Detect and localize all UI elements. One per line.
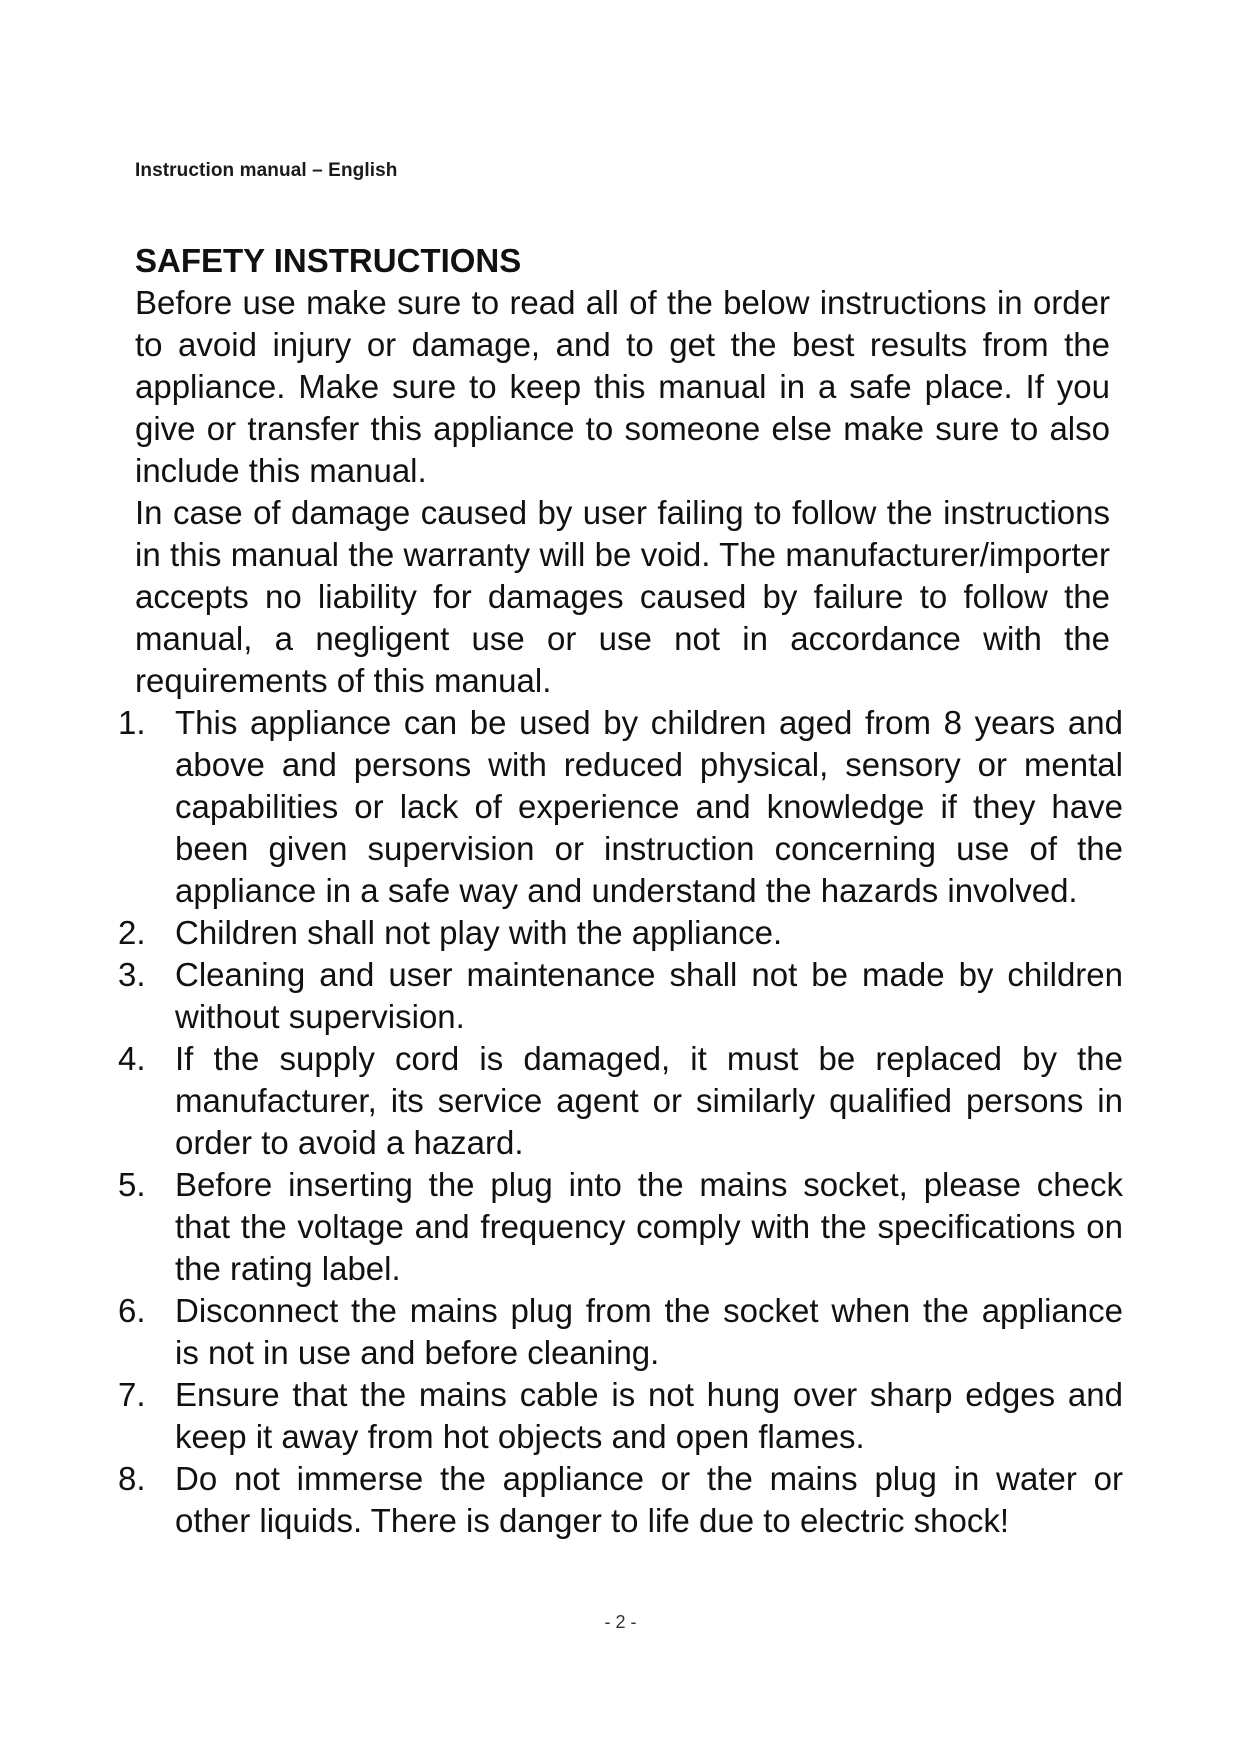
- manual-language-header: Instruction manual – English: [135, 160, 398, 181]
- warranty-paragraph: In case of damage caused by user failing to follow the instructions in this manual the warranty will be void. The manufacturer/importer accepts no liability for damages caused by failure to follow the manual, a negligent use or use not in accordance with the requirements of this manual.: [135, 494, 1110, 699]
- list-item-text: This appliance can be used by children aged from 8 years and above and persons with reduced physical, sensory or mental capabilities or lack of experience and knowledge if they have been given supervision or instruction concerning use of the appliance in a safe way and understand the hazards involved.: [175, 704, 1123, 909]
- list-item-text: Children shall not play with the appliance.: [175, 914, 783, 951]
- list-item-number: 2.: [118, 914, 146, 951]
- list-item: [118, 702, 1123, 912]
- intro-paragraph: Before use make sure to read all of the below instructions in order to avoid injury or damage, and to get the best results from the appliance. Make sure to keep this manual in a safe place. If you give or transfer this appliance to someone else make sure to also include this manual.: [135, 284, 1110, 489]
- list-item-text: Before inserting the plug into the mains socket, please check that the voltage and frequency comply with the specifications on the rating label.: [175, 1166, 1123, 1287]
- section-title: SAFETY INSTRUCTIONS: [135, 242, 522, 279]
- list-item: [118, 912, 1123, 954]
- list-item: [118, 954, 1123, 1038]
- list-item-number: 8.: [118, 1460, 146, 1497]
- list-item-number: 4.: [118, 1040, 146, 1077]
- page-number: - 2 -: [604, 1612, 637, 1632]
- list-item: [118, 1374, 1123, 1458]
- safety-section: [118, 240, 1123, 1542]
- safety-rules-list: [118, 702, 1123, 1542]
- list-item-number: 6.: [118, 1292, 146, 1329]
- list-item-text: If the supply cord is damaged, it must be replaced by the manufacturer, its service agent or similarly qualified persons in order to avoid a hazard.: [175, 1040, 1123, 1161]
- list-item: [118, 1038, 1123, 1164]
- list-item-number: 5.: [118, 1166, 146, 1203]
- list-item-number: 7.: [118, 1376, 146, 1413]
- list-item-text: Do not immerse the appliance or the mains plug in water or other liquids. There is danger to life due to electric shock!: [175, 1460, 1123, 1539]
- list-item-text: Cleaning and user maintenance shall not be made by children without supervision.: [175, 956, 1123, 1035]
- list-item: [118, 1164, 1123, 1290]
- list-item-text: Ensure that the mains cable is not hung over sharp edges and keep it away from hot objects and open flames.: [175, 1376, 1123, 1455]
- list-item-number: 3.: [118, 956, 146, 993]
- list-item-text: Disconnect the mains plug from the socket when the appliance is not in use and before cleaning.: [175, 1292, 1123, 1371]
- list-item: [118, 1290, 1123, 1374]
- list-item-number: 1.: [118, 704, 146, 741]
- list-item: [118, 1458, 1123, 1542]
